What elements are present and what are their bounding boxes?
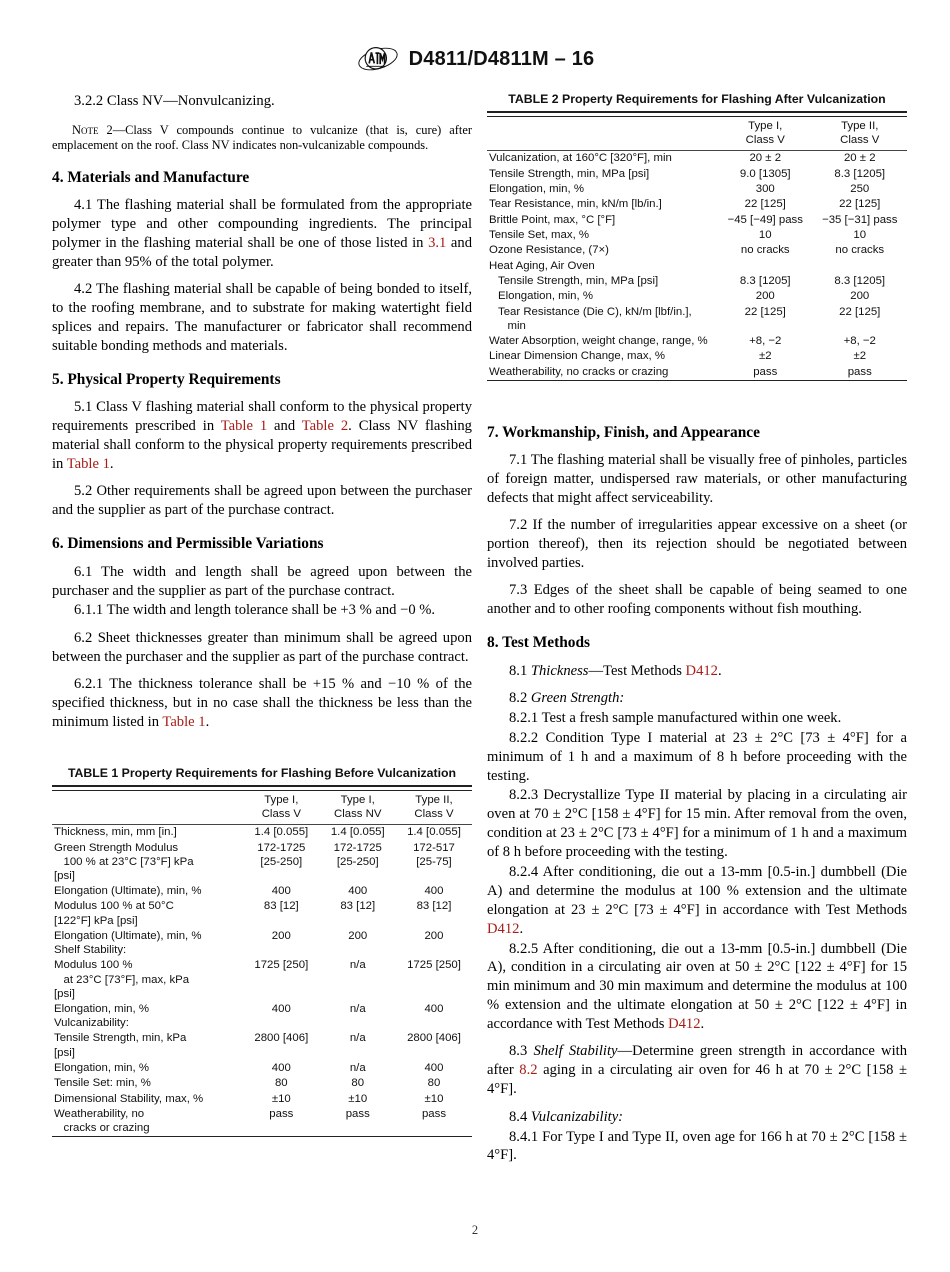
section-6-heading: 6. Dimensions and Permissible Variations bbox=[52, 535, 324, 553]
table-row bbox=[487, 304, 907, 333]
row-value-0: 20 ± 2 bbox=[749, 152, 782, 165]
clause-5-1-text-a: 5.1 Class V flashing material shall conform to the physical property requirements prescribed in bbox=[52, 399, 472, 435]
row-label: Elongation (Ultimate), min, % Shelf Stability: bbox=[54, 929, 202, 957]
ref-8-2[interactable]: 8.2 bbox=[519, 1062, 538, 1079]
table-row bbox=[52, 899, 472, 928]
row-value-2: 83 [12] bbox=[416, 900, 452, 913]
row-label: Tensile Strength, min, MPa [psi] bbox=[498, 275, 659, 288]
row-value-0: 22 [125] bbox=[744, 305, 786, 318]
row-value-0: 400 bbox=[271, 885, 291, 898]
row-value-0: +8, −2 bbox=[749, 335, 782, 348]
table-row bbox=[52, 928, 472, 957]
table-row bbox=[52, 1106, 472, 1136]
row-value-0 bbox=[718, 258, 813, 273]
clause-8-2-4-text-a: 8.2.4 After conditioning, die out a 13-mm [0.5-in.] dumbbell (Die A) and determine the modulus at 100 % extension and the ultimate elongation at 23 ± 2°C [73 ± 4°F] in accordance with Test Methods bbox=[487, 863, 907, 918]
row-value-0: 8.3 [1205] bbox=[739, 275, 791, 288]
row-label: Green Strength Modulus 100 % at 23°C [73°F] kPa [psi] bbox=[54, 841, 194, 882]
note-2 bbox=[52, 123, 472, 154]
clause-8-3-text-a: —Determine green strength in accordance with after bbox=[487, 1043, 908, 1079]
section-4-heading: 4. Materials and Manufacture bbox=[52, 168, 250, 186]
clause-6-1: 6.1 The width and length shall be agreed upon between the purchaser and the supplier as part of the purchase contract. bbox=[52, 563, 472, 599]
clause-8-2-2: 8.2.2 Condition Type I material at 23 ± 2°C [73 ± 4°F] for a minimum of 1 h and a maximum of 8 h before proceeding with the testing. bbox=[487, 729, 907, 784]
row-label: Brittle Point, max, °C [°F] bbox=[489, 213, 616, 226]
clause-8-2-3: 8.2.3 Decrystallize Type II material by placing in a circulating air oven at 70 ± 2°C [158 ± 4°F] for 15 min. After removal from the oven, condition at 23 ± 2°C [73 ± 4°F] for a minimum of 1 h and a maximum of 8 h before proceeding with the testing. bbox=[487, 787, 907, 861]
row-label: Tensile Set: min, % bbox=[54, 1077, 151, 1090]
clause-5-1-text-c: . Class NV flashing material shall conform to the physical property requirements prescribed in bbox=[52, 418, 472, 473]
table-row bbox=[487, 273, 907, 288]
table-1-col-0 bbox=[52, 790, 243, 824]
clause-8-2-4-text-b: . bbox=[519, 920, 524, 937]
table-row bbox=[487, 166, 907, 181]
clause-8-2-term: Green Strength: bbox=[530, 689, 625, 706]
row-value-1: 83 [12] bbox=[340, 900, 376, 913]
row-label: Tear Resistance (Die C), kN/m [lbf/in.], min bbox=[498, 305, 692, 332]
row-value-0: 9.0 [1305] bbox=[739, 167, 791, 180]
left-column bbox=[52, 92, 472, 1139]
row-value-0: −45 [−49] pass bbox=[727, 213, 803, 226]
row-value-0: pass bbox=[753, 365, 778, 378]
table-row bbox=[52, 1076, 472, 1091]
row-label: Elongation, min, % bbox=[489, 183, 584, 196]
row-value-1: pass bbox=[847, 365, 872, 378]
table-2-col-1: Type I, Class V bbox=[718, 117, 813, 151]
note-label: Note bbox=[72, 122, 99, 137]
row-value-0: 22 [125] bbox=[744, 198, 786, 211]
row-label: Tear Resistance, min, kN/m [lb/in.] bbox=[489, 198, 662, 211]
clause-8-2-5-text-a: 8.2.5 After conditioning, die out a 13-mm [0.5-in.] dumbbell (Die A), condition in a circulating air oven at 50 ± 2°C [122 ± 4°F] for 15 min minimum and 30 min maximum and determine the modulus at 100 % extension and the ultimate elongation at 50 ± 2°C [122 ± 4°F] in accordance with Test Methods bbox=[487, 940, 907, 1033]
row-label: Modulus 100 % at 50°C [122°F] kPa [psi] bbox=[54, 900, 174, 927]
ref-d412-a[interactable]: D412 bbox=[685, 662, 718, 679]
clause-8-2-5-text-b: . bbox=[700, 1016, 705, 1033]
clause-8-2-5 bbox=[487, 940, 907, 1034]
row-value-1: ±10 bbox=[348, 1092, 368, 1105]
ref-table-1-b[interactable]: Table 1 bbox=[66, 456, 110, 473]
table-row bbox=[487, 243, 907, 258]
row-value-0: 1.4 [0.055] bbox=[254, 826, 309, 839]
row-value-0: 200 bbox=[271, 929, 291, 942]
clause-5-2: 5.2 Other requirements shall be agreed upon between the purchaser and the supplier as part of the purchase contract. bbox=[52, 483, 472, 519]
row-label: Elongation (Ultimate), min, % bbox=[54, 885, 202, 898]
row-value-1: −35 [−31] pass bbox=[822, 213, 898, 226]
row-value-1: n/a bbox=[349, 1061, 366, 1074]
row-label: Elongation, min, % Vulcanizability: bbox=[54, 1003, 149, 1030]
clause-8-1-term: Thickness bbox=[530, 662, 589, 679]
table-row bbox=[487, 197, 907, 212]
row-value-0: 2800 [406] bbox=[254, 1032, 309, 1045]
row-value-0: ±10 bbox=[271, 1092, 291, 1105]
row-value-1: 8.3 [1205] bbox=[834, 275, 886, 288]
row-value-2: 2800 [406] bbox=[407, 1032, 461, 1045]
table-2 bbox=[487, 92, 907, 383]
ref-table-1[interactable]: Table 1 bbox=[220, 418, 268, 435]
table-1-grid bbox=[52, 785, 472, 1139]
clause-7-3: 7.3 Edges of the sheet shall be capable of being seamed to one another and to other roofing components without fish mouthing. bbox=[487, 582, 907, 618]
table-row bbox=[487, 181, 907, 196]
table-row bbox=[487, 334, 907, 349]
table-row bbox=[487, 364, 907, 380]
clause-8-1-text-a: —Test Methods bbox=[588, 662, 686, 679]
clause-8-3-term: Shelf Stability bbox=[533, 1043, 618, 1060]
row-value-0: 83 [12] bbox=[263, 900, 299, 913]
row-value-2: 400 bbox=[424, 1061, 444, 1074]
page-title: D4811/D4811M – 16 bbox=[408, 47, 595, 70]
clause-5-1 bbox=[52, 398, 472, 474]
table-row bbox=[487, 289, 907, 304]
row-value-1: +8, −2 bbox=[843, 335, 876, 348]
table-2-col-0 bbox=[487, 117, 718, 151]
clause-8-3-number: 8.3 bbox=[509, 1043, 534, 1060]
row-label: Water Absorption, weight change, range, % bbox=[489, 335, 708, 348]
table-row bbox=[52, 958, 472, 1002]
table-1-col-2: Type I, Class NV bbox=[320, 790, 396, 824]
row-label: Linear Dimension Change, max, % bbox=[489, 350, 666, 363]
row-label: Elongation, min, % bbox=[54, 1061, 149, 1074]
row-value-1: n/a bbox=[349, 1032, 366, 1045]
clause-6-2: 6.2 Sheet thicknesses greater than minimum shall be agreed upon between the purchaser and the supplier as part of the purchase contract. bbox=[52, 629, 472, 665]
row-label: Vulcanization, at 160°C [320°F], min bbox=[489, 152, 672, 165]
clause-8-1-text-b: . bbox=[717, 662, 722, 679]
row-value-0: 400 bbox=[271, 1003, 291, 1016]
row-value-1: 10 bbox=[853, 229, 867, 242]
note-text: 2—Class V compounds continue to vulcanize (that is, cure) after emplacement on the roof. Class NV indicates non-vulcanizable compounds. bbox=[52, 122, 472, 153]
row-value-2: 400 bbox=[424, 885, 444, 898]
row-label: Tensile Strength, min, MPa [psi] bbox=[489, 167, 650, 180]
row-label: Weatherability, no cracks or crazing bbox=[489, 365, 669, 378]
clause-8-2-number: 8.2 bbox=[509, 689, 531, 706]
row-value-2: ±10 bbox=[424, 1092, 444, 1105]
clause-8-3 bbox=[487, 1042, 907, 1099]
row-value-2: pass bbox=[421, 1107, 447, 1120]
row-value-2: 400 bbox=[424, 1003, 444, 1016]
table-row bbox=[487, 349, 907, 364]
clause-4-1-text-a: 4.1 The flashing material shall be formulated from the appropriate polymer type and other compounding ingredients. The principal polymer in the flashing material shall be one of those listed in bbox=[52, 197, 472, 252]
table-1-caption: TABLE 1 Property Requirements for Flashing Before Vulcanization bbox=[67, 765, 457, 780]
row-value-1: 22 [125] bbox=[839, 305, 881, 318]
ref-d412-b[interactable]: D412 bbox=[487, 920, 520, 937]
row-value-0: 200 bbox=[755, 290, 775, 303]
section-8-heading: 8. Test Methods bbox=[487, 634, 591, 652]
row-value-2: 200 bbox=[424, 929, 444, 942]
clause-5-1-text-b: and bbox=[267, 418, 302, 435]
row-value-0: 10 bbox=[758, 229, 772, 242]
table-1-body bbox=[52, 824, 472, 1136]
ref-d412-c[interactable]: D412 bbox=[668, 1016, 701, 1033]
clause-6-2-1-text-a: 6.2.1 The thickness tolerance shall be +15 % and −10 % of the specified thickness, but in no case shall the thickness be less than the minimum listed in bbox=[52, 676, 472, 730]
table-2-grid bbox=[487, 111, 907, 383]
table-row bbox=[52, 1031, 472, 1060]
row-value-1: 22 [125] bbox=[839, 198, 881, 211]
row-label: Tensile Strength, min, kPa [psi] bbox=[54, 1032, 187, 1059]
clause-8-2-1: 8.2.1 Test a fresh sample manufactured within one week. bbox=[509, 709, 842, 726]
table-2-col-2: Type II, Class V bbox=[813, 117, 908, 151]
astm-logo-icon bbox=[356, 44, 400, 74]
row-value-0: 400 bbox=[271, 1061, 291, 1074]
row-value-0: pass bbox=[269, 1107, 294, 1120]
row-value-0: 172-1725 [25-250] bbox=[257, 841, 306, 868]
clause-4-1 bbox=[52, 196, 472, 272]
ref-3-1[interactable]: 3.1 bbox=[428, 235, 447, 252]
table-row bbox=[52, 1091, 472, 1106]
table-2-caption: TABLE 2 Property Requirements for Flashing After Vulcanization bbox=[508, 92, 886, 106]
clause-3-2-2: 3.2.2 Class NV—Nonvulcanizing. bbox=[74, 93, 275, 109]
row-value-0: ±2 bbox=[758, 350, 772, 363]
row-value-1: 1.4 [0.055] bbox=[330, 826, 385, 839]
clause-7-2: 7.2 If the number of irregularities appear excessive on a sheet (or portion thereof), then its rejection should be negotiated between involved parties. bbox=[487, 517, 907, 571]
clause-8-1-number: 8.1 bbox=[509, 662, 531, 679]
page-header bbox=[0, 44, 950, 74]
row-value-1: ±2 bbox=[853, 350, 867, 363]
right-column bbox=[487, 92, 907, 1165]
table-row bbox=[487, 258, 907, 273]
row-label: Heat Aging, Air Oven bbox=[489, 259, 595, 272]
clause-8-2-4 bbox=[487, 863, 907, 939]
ref-table-1-c[interactable]: Table 1 bbox=[162, 713, 206, 730]
row-value-1: 200 bbox=[850, 290, 870, 303]
clause-8-4-1: 8.4.1 For Type I and Type II, oven age for 166 h at 70 ± 2°C [158 ± 4°F]. bbox=[487, 1128, 907, 1164]
row-value-0: no cracks bbox=[740, 244, 790, 257]
table-row bbox=[52, 840, 472, 884]
table-row bbox=[52, 884, 472, 899]
table-row bbox=[487, 150, 907, 166]
row-value-2: 172-517 [25-75] bbox=[413, 841, 455, 868]
row-value-2: 80 bbox=[427, 1077, 441, 1090]
clause-8-4-number: 8.4 bbox=[509, 1108, 531, 1125]
table-row bbox=[52, 1060, 472, 1075]
row-value-1: 200 bbox=[348, 929, 368, 942]
row-label: Weatherability, no cracks or crazing bbox=[54, 1107, 150, 1135]
table-1-col-3: Type II, Class V bbox=[396, 790, 472, 824]
table-1-header bbox=[52, 786, 472, 824]
clause-5-1-text-d: . bbox=[109, 456, 114, 473]
row-value-0: 80 bbox=[274, 1077, 288, 1090]
table-row bbox=[487, 227, 907, 242]
row-label: Dimensional Stability, max, % bbox=[54, 1092, 204, 1105]
table-2-body bbox=[487, 150, 907, 380]
row-label: Modulus 100 % at 23°C [73°F], max, kPa [psi] bbox=[54, 959, 190, 1000]
clause-8-2 bbox=[487, 689, 907, 708]
row-label: Thickness, min, mm [in.] bbox=[54, 826, 177, 839]
clause-7-1: 7.1 The flashing material shall be visually free of pinholes, particles of foreign matter, undispersed raw materials, or other manufacturing defects that might affect serviceability. bbox=[487, 451, 907, 506]
row-label: Ozone Resistance, (7×) bbox=[489, 244, 609, 257]
row-value-1: pass bbox=[345, 1107, 370, 1120]
table-row bbox=[52, 1001, 472, 1030]
row-value-1: n/a bbox=[349, 959, 366, 972]
row-label: Elongation, min, % bbox=[498, 290, 593, 303]
clause-8-4-term: Vulcanizability: bbox=[530, 1108, 624, 1125]
ref-table-2[interactable]: Table 2 bbox=[301, 418, 349, 435]
table-2-header bbox=[487, 112, 907, 150]
row-value-1: 172-1725 [25-250] bbox=[333, 841, 382, 868]
row-value-1: 250 bbox=[850, 183, 870, 196]
clause-4-2: 4.2 The flashing material shall be capable of being bonded to itself, to the roofing membrane, and to substrate for making watertight field splices and repairs. The manufacturer or fabricator shall recommend suitable bonding methods and materials. bbox=[52, 281, 472, 355]
row-value-2: 1725 [250] bbox=[407, 959, 461, 972]
row-value-1: no cracks bbox=[835, 244, 885, 257]
row-value-0: 300 bbox=[755, 183, 775, 196]
clause-4-1-text-b: and greater than 95% of the total polymer. bbox=[52, 235, 472, 270]
page-number: 2 bbox=[471, 1223, 479, 1237]
section-5-heading: 5. Physical Property Requirements bbox=[52, 370, 281, 388]
clause-8-4 bbox=[487, 1108, 907, 1127]
table-1 bbox=[52, 766, 472, 1139]
clause-6-1-1: 6.1.1 The width and length tolerance shall be +3 % and −0 %. bbox=[74, 602, 436, 619]
table-row bbox=[52, 824, 472, 840]
row-value-2: 1.4 [0.055] bbox=[407, 826, 461, 839]
clause-6-2-1-text-b: . bbox=[205, 713, 210, 730]
table-1-column-headers bbox=[52, 790, 472, 824]
section-7-heading: 7. Workmanship, Finish, and Appearance bbox=[487, 423, 760, 441]
row-value-1: n/a bbox=[349, 1003, 366, 1016]
clause-8-1 bbox=[487, 662, 907, 681]
row-value-1: 80 bbox=[351, 1077, 365, 1090]
clause-8-3-text-b: aging in a circulating air oven for 46 h at 70 ± 2°C [158 ± 4°F]. bbox=[487, 1062, 907, 1098]
table-row bbox=[487, 212, 907, 227]
row-value-1: 20 ± 2 bbox=[843, 152, 876, 165]
table-1-col-1: Type I, Class V bbox=[243, 790, 319, 824]
table-2-column-headers bbox=[487, 117, 907, 151]
row-value-0: 1725 [250] bbox=[254, 959, 309, 972]
row-value-1: 400 bbox=[348, 885, 368, 898]
row-value-1: 8.3 [1205] bbox=[834, 167, 886, 180]
row-label: Tensile Set, max, % bbox=[489, 229, 590, 242]
row-value-1 bbox=[813, 258, 908, 273]
table-1-bottom-rule bbox=[52, 1136, 472, 1139]
clause-6-2-1 bbox=[52, 675, 472, 732]
